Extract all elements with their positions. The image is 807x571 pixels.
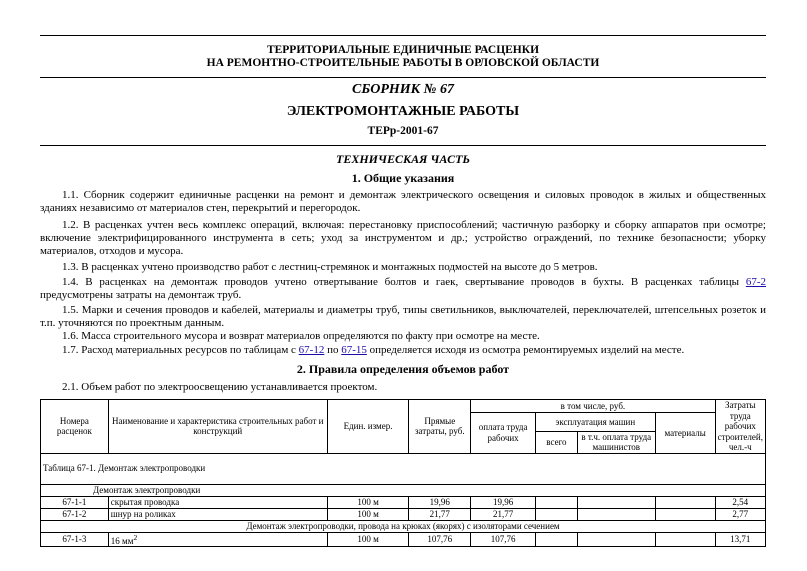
table-row bbox=[41, 532, 766, 547]
rate-code: 67-1-3 bbox=[41, 532, 109, 547]
rate-labor-cost: 2,77 bbox=[715, 508, 765, 520]
rate-machines-total bbox=[536, 532, 578, 547]
header-number: Номера расценок bbox=[41, 400, 109, 454]
rate-labor: 21,77 bbox=[471, 508, 536, 520]
rate-name: шнур на роликах bbox=[108, 508, 327, 520]
table-67-15-link[interactable]: 67-15 bbox=[341, 344, 367, 356]
section2-heading: 2. Правила определения объемов работ bbox=[296, 362, 510, 376]
rate-code: 67-1-1 bbox=[41, 496, 109, 508]
paragraph-1-4-text-a: 1.4. В расценках на демонтаж проводов учтено отвертывание болтов и гаек, свертывание проводов в бухты. В расценках таблицы bbox=[62, 276, 746, 288]
header-machines-total: всего bbox=[536, 431, 578, 453]
rate-labor-cost: 13,71 bbox=[715, 532, 765, 547]
rate-machines-total bbox=[536, 496, 578, 508]
table-row bbox=[41, 508, 766, 520]
collection-code: ТЕРр-2001-67 bbox=[367, 125, 439, 137]
collection-title: ЭЛЕКТРОМОНТАЖНЫЕ РАБОТЫ bbox=[286, 104, 520, 119]
section1-heading: 1. Общие указания bbox=[351, 171, 455, 185]
rate-labor-cost: 2,54 bbox=[715, 496, 765, 508]
header-unit: Един. измер. bbox=[327, 400, 409, 454]
rate-unit: 100 м bbox=[327, 496, 409, 508]
header-machinist-pay: в т.ч. оплата труда машинистов bbox=[577, 431, 655, 453]
paragraph-1-7-text-mid: по bbox=[324, 344, 342, 356]
paragraph-1-5: 1.5. Марки и сечения проводов и кабелей, материалы и диаметры труб, типы светильников, выключателей, переключателей, штепсельных розеток и т.п. уточняются по проектным данным. bbox=[40, 304, 766, 330]
mid-rule bbox=[40, 145, 766, 146]
paragraph-1-6: 1.6. Масса строительного мусора и возврат материалов определяются по факту при осмотре на месте. bbox=[62, 330, 540, 342]
paragraph-1-1: 1.1. Сборник содержит единичные расценки на ремонт и демонтаж электрического освещения и силовых проводок в жилых и общественных зданиях независимо от материалов стен, перекрытий и перегородок. bbox=[40, 189, 766, 215]
table-67-2-link[interactable]: 67-2 bbox=[745, 276, 766, 288]
rate-labor: 107,76 bbox=[471, 532, 536, 547]
rate-unit: 100 м bbox=[327, 508, 409, 520]
table-67-12-link[interactable]: 67-12 bbox=[298, 344, 325, 356]
paragraph-1-2: 1.2. В расценках учтен весь комплекс операций, включая: перестановку приспособлений; частичную разборку и сборку аппаратов при осмотре; включение электрифицированного инструмента в сеть; уход за инструментом и др.; устройство ограждений, по технике безопасности; уборку материалов, отходов и мусора. bbox=[40, 219, 766, 258]
rate-direct: 21,77 bbox=[409, 508, 471, 520]
rate-name-superscript: 2 bbox=[133, 532, 138, 542]
rate-machinist bbox=[577, 508, 655, 520]
header-rule bbox=[40, 77, 766, 78]
group-heading-1: Демонтаж электропроводки bbox=[41, 484, 766, 496]
group-heading-2: Демонтаж электропроводки, провода на крюках (якорях) с изоляторами сечением bbox=[41, 520, 766, 532]
rate-labor: 19,96 bbox=[471, 496, 536, 508]
rate-machinist bbox=[577, 496, 655, 508]
collection-number: СБОРНИК № 67 bbox=[352, 82, 454, 97]
paragraph-1-7-text-b: определяется исходя из осмотра ремонтируемых изделий на месте. bbox=[366, 344, 685, 356]
rate-materials bbox=[655, 532, 715, 547]
org-title-line2: НА РЕМОНТНО-СТРОИТЕЛЬНЫЕ РАБОТЫ В ОРЛОВСКОЙ ОБЛАСТИ bbox=[206, 57, 600, 69]
rate-name-cell bbox=[108, 532, 327, 547]
rates-table bbox=[40, 399, 766, 547]
rate-code: 67-1-2 bbox=[41, 508, 109, 520]
header-materials: материалы bbox=[655, 413, 715, 454]
paragraph-1-7-text-a: 1.7. Расход материальных ресурсов по таблицам с bbox=[62, 344, 299, 356]
header-labor-cost: Затраты труда рабочих строителей, чел.-ч bbox=[715, 400, 765, 454]
paragraph-1-7 bbox=[40, 344, 766, 357]
rate-machinist bbox=[577, 532, 655, 547]
rate-materials bbox=[655, 496, 715, 508]
rate-direct: 19,96 bbox=[409, 496, 471, 508]
header-machines: эксплуатация машин bbox=[536, 413, 656, 432]
rate-materials bbox=[655, 508, 715, 520]
table-row bbox=[41, 496, 766, 508]
header-name: Наименование и характеристика строительных работ и конструкций bbox=[108, 400, 327, 454]
org-title-line1: ТЕРРИТОРИАЛЬНЫЕ ЕДИНИЧНЫЕ РАСЦЕНКИ bbox=[266, 44, 540, 56]
table-title: Таблица 67-1. Демонтаж электропроводки bbox=[41, 453, 766, 484]
rate-name: скрытая проводка bbox=[108, 496, 327, 508]
org-title bbox=[40, 44, 766, 70]
rate-direct: 107,76 bbox=[409, 532, 471, 547]
paragraph-2-1: 2.1. Объем работ по электроосвещению устанавливается проектом. bbox=[62, 381, 378, 393]
header-direct-costs: Прямые затраты, руб. bbox=[409, 400, 471, 454]
technical-part-heading: ТЕХНИЧЕСКАЯ ЧАСТЬ bbox=[335, 152, 471, 166]
header-labor-pay: оплата труда рабочих bbox=[471, 413, 536, 454]
paragraph-1-3: 1.3. В расценках учтено производство работ с лестниц-стремянок и монтажных подмостей на высоте до 5 метров. bbox=[62, 261, 598, 273]
rate-machines-total bbox=[536, 508, 578, 520]
top-rule bbox=[40, 35, 766, 36]
rate-name: 16 мм bbox=[110, 535, 134, 546]
paragraph-1-4 bbox=[40, 276, 766, 302]
header-including: в том числе, руб. bbox=[471, 400, 715, 413]
paragraph-1-4-text-b: предусмотрены затраты на демонтаж труб. bbox=[40, 289, 242, 302]
rate-unit: 100 м bbox=[327, 532, 409, 547]
